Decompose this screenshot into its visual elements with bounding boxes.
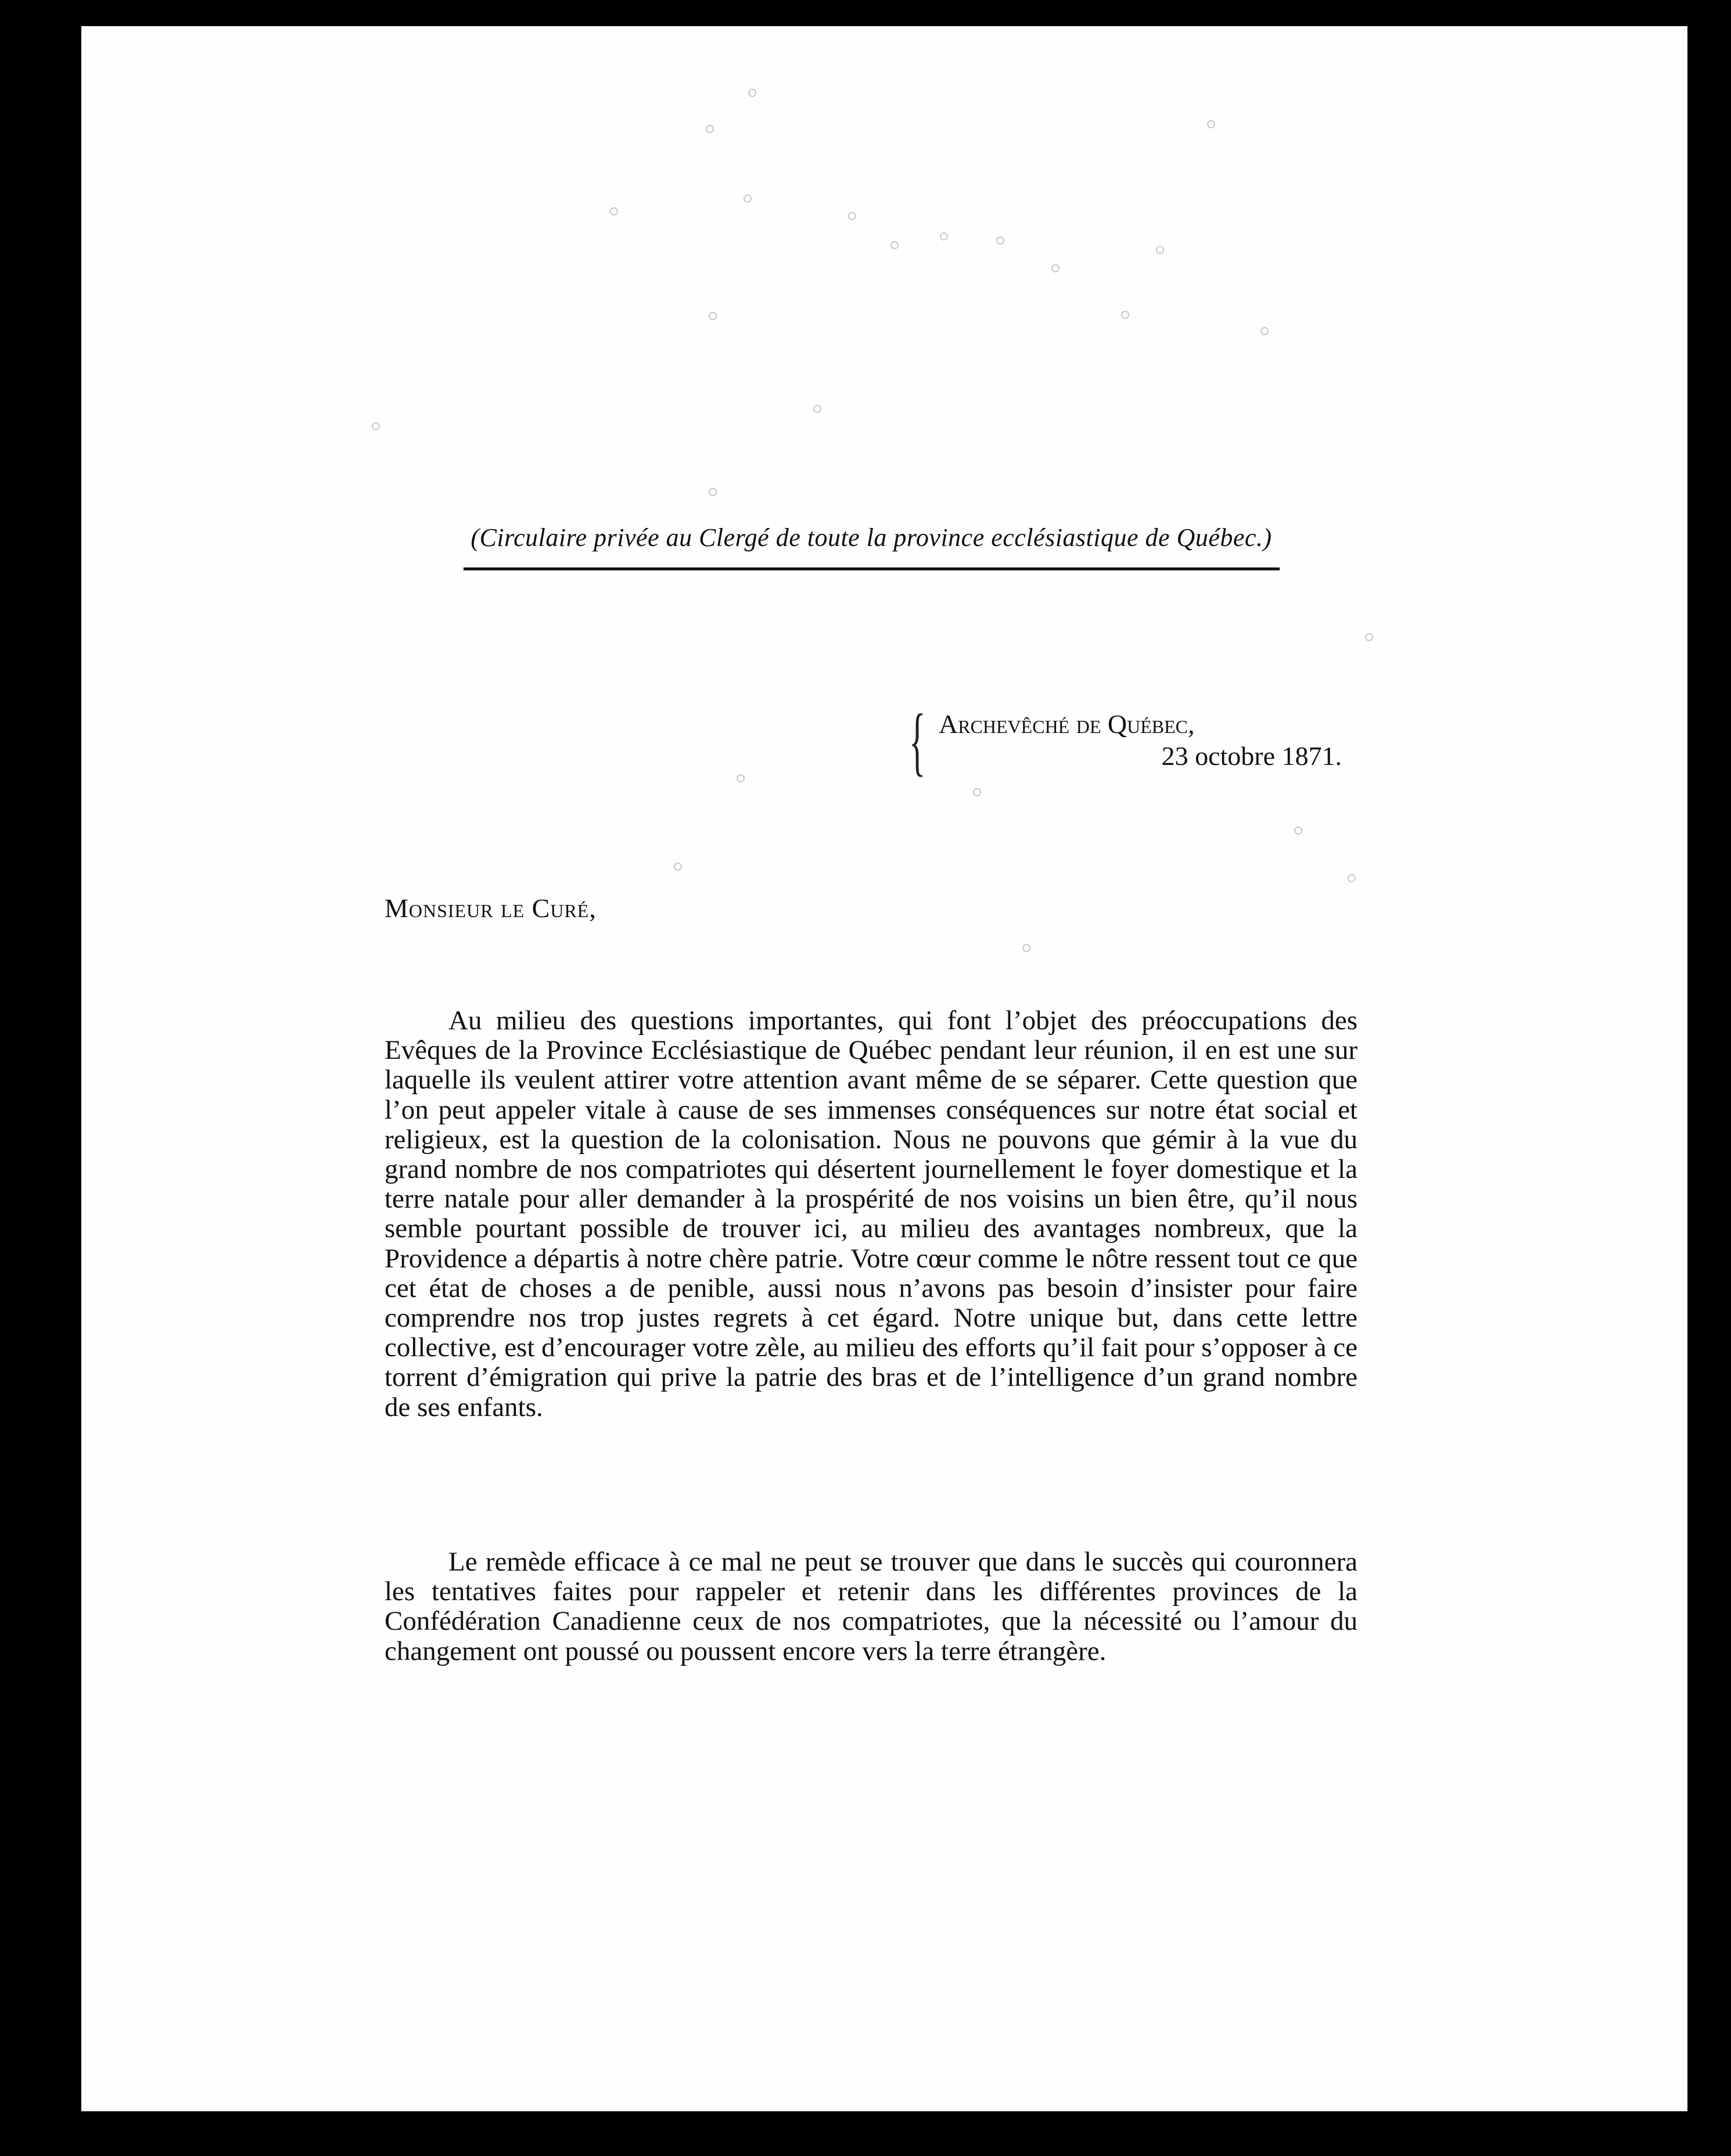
paper-speck [706, 125, 714, 133]
letter-place: Archevêché de Québec, [939, 709, 1195, 739]
paper-speck [1022, 944, 1030, 952]
paper-speck [674, 863, 682, 871]
paper-speck [709, 312, 717, 320]
body-paragraph-2: Le remède efficace à ce mal ne peut se trouver que dans le succès qui couronnera les tentatives faites pour rappeler et retenir dans les différentes provinces de la Confédération Canadienne ceux de nos compatriotes, que la nécessité ou l’amour du changement ont poussé ou poussent encore vers la terre étrangère. [385, 1547, 1357, 1666]
paper-speck [1207, 120, 1215, 128]
paper-speck [813, 405, 821, 413]
paper-speck [1348, 874, 1356, 882]
paper-speck [737, 774, 745, 782]
paper-speck [744, 195, 752, 203]
paper-speck [748, 89, 756, 97]
paper-speck [1294, 827, 1302, 835]
header-underline [464, 567, 1280, 570]
paper-speck [973, 788, 981, 796]
body-paragraph-1: Au milieu des questions importantes, qui font l’objet des préoccupations des Evêques de la Province Ecclésiastique de Québec pendant leur réunion, il en est une sur laquelle ils veulent attirer votre attention avant même de se séparer. Cette question que l’on peut appeler vitale à cause de ses immenses conséquences sur notre état social et religieux, est la question de la colonisation. Nous ne pouvons que gémir à la vue du grand nombre de nos compatriotes qui désertent journellement le foyer domestique et la terre natale pour aller demander à la prospérité de nos voisins un bien être, qu’il nous semble pourtant possible de trouver ici, au milieu des avantages nombreux, que la Providence a départis à notre chère patrie. Votre cœur comme le nôtre ressent tout ce que cet état de choses a de penible, aussi nous n’avons pas besoin d’insister pour faire comprendre nos trop justes regrets à cet égard. Notre unique but, dans cette lettre collective, est d’encourager votre zèle, au milieu des efforts qu’il fait pour s’opposer à ce torrent d’émigration qui prive la patrie des bras et de l’intelligence d’un grand nombre de ses enfants. [385, 1005, 1357, 1422]
paper-speck [848, 212, 856, 220]
document-page [81, 26, 1687, 2111]
address-brace: { [909, 698, 926, 784]
paper-speck [940, 232, 948, 240]
circular-header: (Circulaire privée au Clergé de toute la province ecclésiastique de Québec.) [471, 523, 1272, 552]
paper-speck [1365, 633, 1373, 641]
paper-speck [1156, 246, 1164, 254]
paper-speck [1121, 311, 1129, 319]
paper-speck [372, 422, 380, 430]
letter-date: 23 octobre 1871. [1161, 741, 1342, 771]
paper-speck [996, 236, 1004, 245]
paper-speck [1051, 264, 1060, 272]
paper-speck [610, 207, 618, 215]
paper-speck [1260, 327, 1269, 335]
salutation: Monsieur le Curé, [385, 893, 597, 923]
paper-speck [890, 241, 899, 249]
paper-speck [709, 488, 717, 496]
